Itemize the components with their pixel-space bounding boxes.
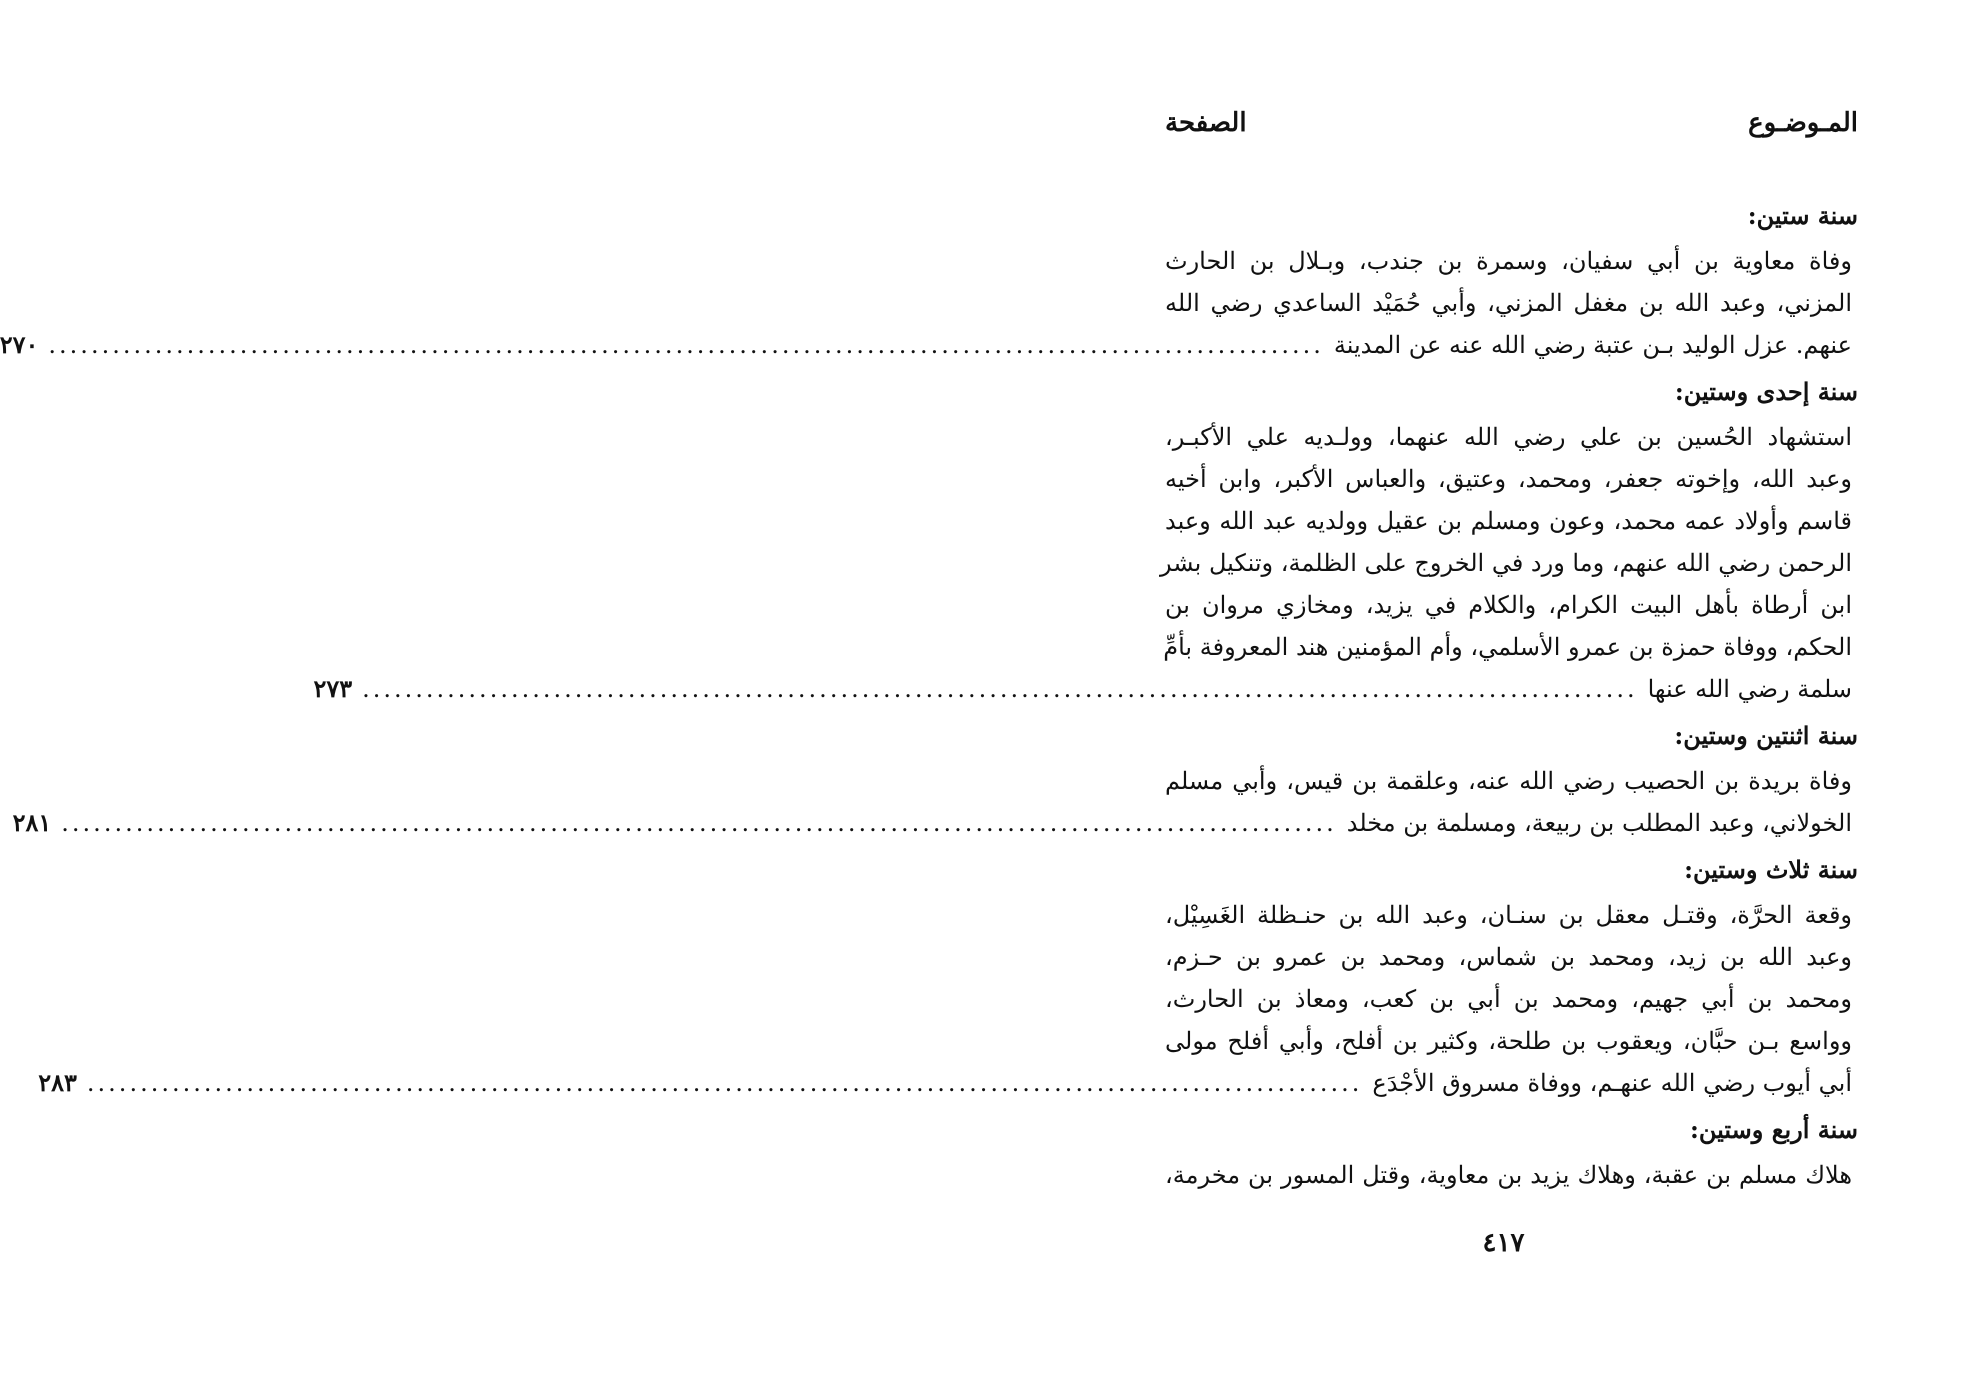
entry-last-line	[0, 324, 1858, 366]
leader-dots: ........................................................................................................................	[86, 1069, 1363, 1097]
entry-page-number: ٢٧٣	[313, 674, 353, 703]
entry-line: ومحمد بن أبي جهيم، ومحمد بن أبي بن كعب، ومعاذ بن الحارث،	[1165, 985, 1852, 1013]
entry-last-line	[313, 668, 1858, 710]
entry-line: الرحمن رضي الله عنهم، وما ورد في الخروج على الظلمة، وتنكيل بشر	[1159, 549, 1852, 577]
entry-line: المزني، وعبد الله بن مغفل المزني، وأبي حُمَيْد الساعدي رضي الله	[1165, 289, 1853, 317]
section-heading: سنة ستين:	[1747, 201, 1858, 230]
entry-line: وعبد الله، وإخوته جعفر، ومحمد، وعتيق، والعباس الأكبر، وابن أخيه	[1165, 465, 1852, 493]
entry-line-text: سلمة رضي الله عنها	[1647, 675, 1852, 703]
page-header	[1165, 108, 1858, 138]
entry-line-text: عنهم. عزل الوليد بـن عتبة رضي الله عنه عن المدينة	[1333, 331, 1852, 359]
toc-section	[12, 716, 1858, 844]
entry-line: هلاك مسلم بن عقبة، وهلاك يزيد بن معاوية، وقتل المسور بن مخرمة،	[1165, 1161, 1852, 1189]
toc-section	[1165, 1110, 1858, 1196]
entry-line: قاسم وأولاد عمه محمد، وعون ومسلم بن عقيل وولديه عبد الله وعبد	[1165, 507, 1852, 535]
entry-page-number: ٢٧٠	[0, 330, 39, 359]
leader-dots: ........................................................................................................................	[61, 809, 1337, 837]
entry-line: استشهاد الحُسين بن علي رضي الله عنهما، وولـديه علي الأكبـر،	[1165, 423, 1852, 451]
entry-line: وفاة معاوية بن أبي سفيان، وسمرة بن جندب، وبـلال بن الحارث	[1165, 247, 1852, 275]
entry-last-line	[12, 802, 1858, 844]
subject-column-heading: المـوضـوع	[1748, 108, 1858, 138]
toc-section	[313, 372, 1858, 710]
table-of-contents	[0, 196, 1858, 1202]
entry-page-number: ٢٨١	[12, 808, 52, 837]
entry-line: وقعة الحرَّة، وقتـل معقل بن سنـان، وعبد الله بن حنـظلة الغَسِيْل،	[1165, 901, 1852, 929]
section-heading: سنة اثنتين وستين:	[1674, 721, 1858, 750]
entry-line: وفاة بريدة بن الحصيب رضي الله عنه، وعلقمة بن قيس، وأبي مسلم	[1165, 767, 1852, 795]
page-number: ٤١٧	[1482, 1228, 1525, 1258]
entry-page-number: ٢٨٣	[38, 1068, 77, 1097]
leader-dots: ........................................................................................................................	[362, 675, 1638, 703]
entry-line: الحكم، ووفاة حمزة بن عمرو الأسلمي، وأم المؤمنين هند المعروفة بأمِّ	[1163, 633, 1852, 661]
toc-section	[38, 850, 1858, 1104]
leader-dots: ........................................................................................................................	[48, 331, 1324, 359]
section-heading: سنة ثلاث وستين:	[1684, 855, 1858, 884]
entry-last-line	[38, 1062, 1858, 1104]
entry-line: وعبد الله بن زيد، ومحمد بن شماس، ومحمد بن عمرو بن حـزم،	[1165, 943, 1852, 971]
section-heading: سنة إحدى وستين:	[1674, 377, 1858, 406]
entry-line-text: الخولاني، وعبد المطلب بن ربيعة، ومسلمة بن مخلد	[1346, 809, 1852, 837]
page-column-heading: الصفحة	[1165, 108, 1247, 138]
entry-line: ابن أرطاة بأهل البيت الكرام، والكلام في يزيد، ومخازي مروان بن	[1165, 591, 1852, 619]
entry-line-text: أبي أيوب رضي الله عنهـم، ووفاة مسروق الأجْدَع	[1372, 1069, 1852, 1097]
toc-section	[0, 196, 1858, 366]
section-heading: سنة أربع وستين:	[1690, 1115, 1858, 1144]
entry-line: وواسع بـن حبَّان، ويعقوب بن طلحة، وكثير بن أفلح، وأبي أفلح مولى	[1165, 1027, 1852, 1055]
